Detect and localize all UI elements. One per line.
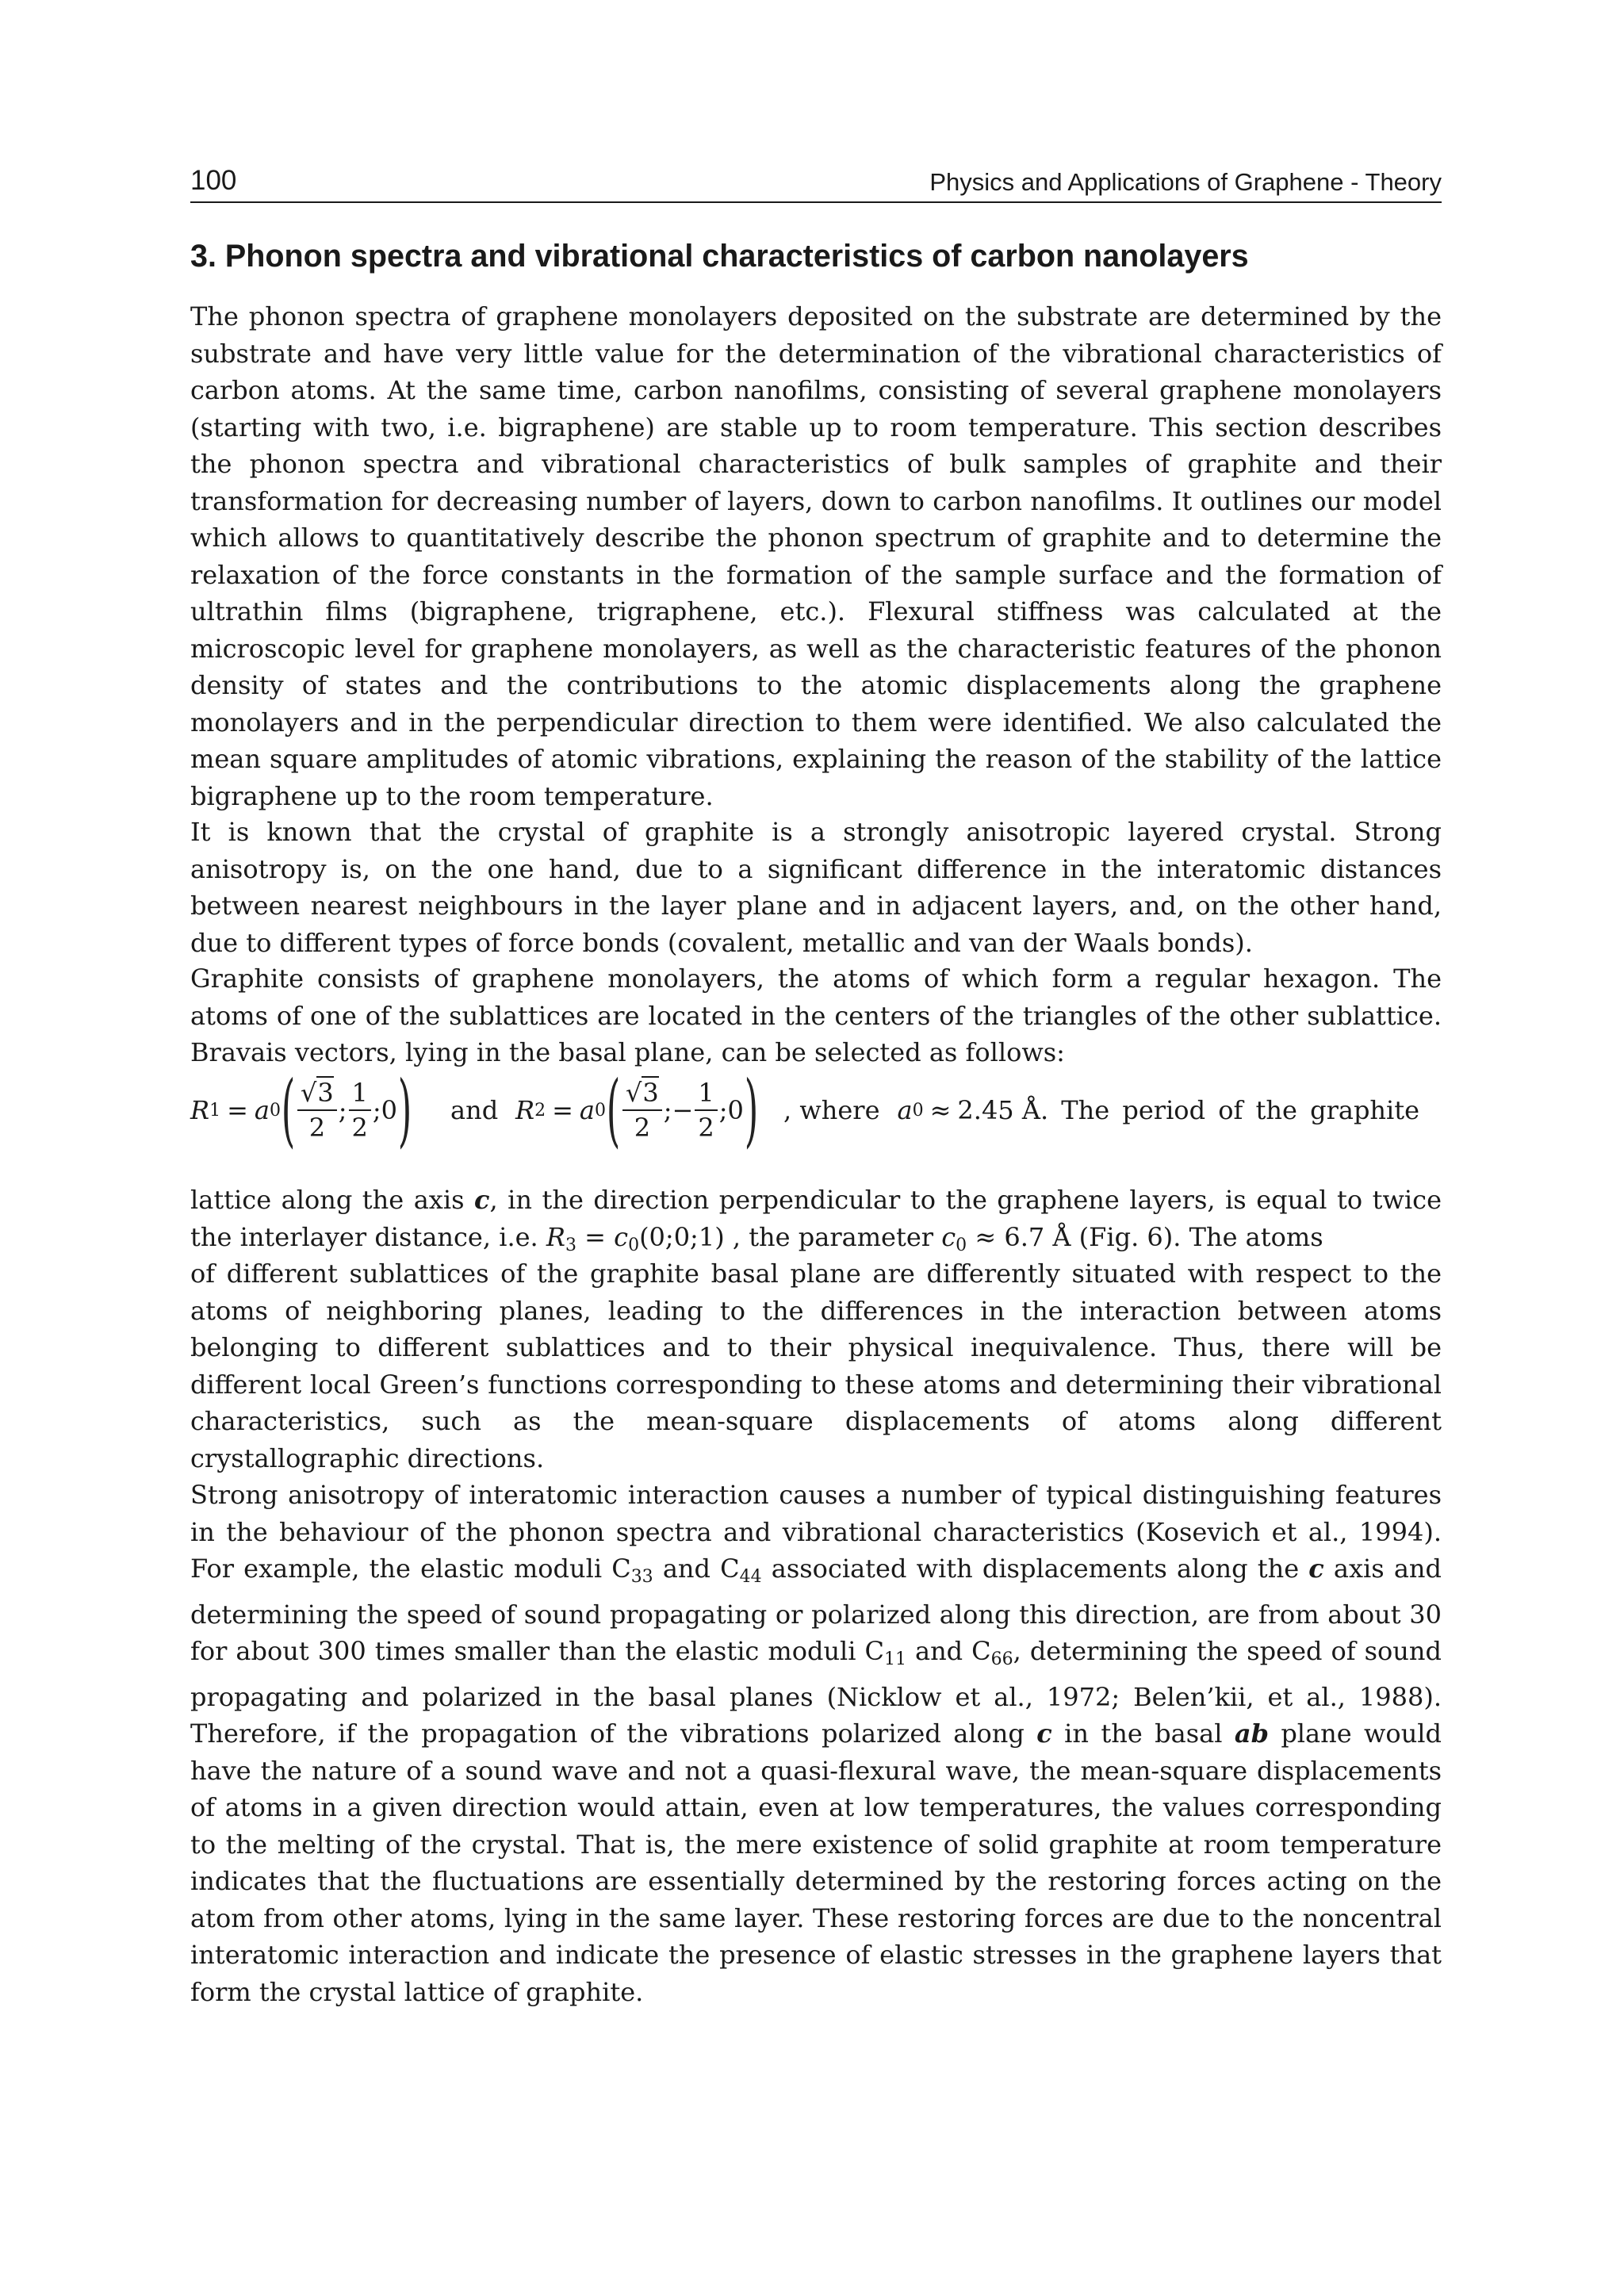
section-heading: 3. Phonon spectra and vibrational characteristics of carbon nanolayers bbox=[190, 239, 1249, 274]
bravais-vectors-formula bbox=[190, 1063, 1442, 1156]
paragraph-6: Strong anisotropy of interatomic interaction causes a number of typical distinguishing features in the behaviour of the phonon spectra and vibrational characteristics (Kosevich et al., 1994). For example, the elastic moduli $C_{33}$ and $C_{44}$ associated with displacements along the c axis and determining the speed of sound propagating or polarized along this direction, are from about 30 for about 300 times smaller than the elastic moduli $C_{11}$ and $C_{66}$, determining the speed of sound propagating and polarized in the basal planes (Nicklow et al., 1972; Belen’kii, et al., 1988). Therefore, if the propagation of the vibrations polarized along c in the basal ab plane would have the nature of a sound wave and not a quasi-flexural wave, the mean-square displacements of atoms in a given direction would attain, even at low temperatures, the values corresponding to the melting of the crystal. That is, the mere existence of solid graphite at room temperature indicates that the fluctuations are essentially determined by the restoring forces acting on the atom from other atoms, lying in the same layer. These restoring forces are due to the noncentral interatomic interaction and indicate the presence of elastic stresses in the graphene layers that form the crystal lattice of graphite. bbox=[190, 1480, 1442, 2007]
formula-where: , where a 0 ≈ 2.45 Å . The period of the graphite bbox=[783, 1095, 1420, 1125]
page-header bbox=[190, 163, 1442, 203]
page-number: 100 bbox=[190, 165, 237, 196]
formula-r2: R 2 = a 0 ( $\frac{√3}{2}$ ;− $\frac{1}{2}$ ; 0 ) bbox=[515, 1063, 759, 1156]
paragraph-1: The phonon spectra of graphene monolayers deposited on the substrate are determined by the substrate and have very little value for the determination of the vibrational characteristics of carbon atoms. At the same time, carbon nanofilms, consisting of several graphene monolayers (starting with two, i.e. bigraphene) are stable up to room temperature. This section describes the phonon spectra and vibrational characteristics of bulk samples of graphite and their transformation for decreasing number of layers, down to carbon nanofilms. It outlines our model which allows to quantitatively describe the phonon spectrum of graphite and to determine the relaxation of the force constants in the formation of the sample surface and the formation of ultrathin films (bigraphene, trigraphene, etc.). Flexural stiffness was calculated at the microscopic level for graphene monolayers, as well as the characteristic features of the phonon density of states and the contributions to the atomic displacements along the graphene monolayers and in the perpendicular direction to them were identified. We also calculated the mean square amplitudes of atomic vibrations, explaining the reason of the stability of the lattice bigraphene up to the room temperature. bbox=[190, 301, 1442, 811]
paragraph-2: It is known that the crystal of graphite is a strongly anisotropic layered crystal. Strong anisotropy is, on the one hand, due to a significant difference in the interatomic distances between nearest neighbours in the layer plane and in adjacent layers, and, on the other hand, due to different types of force bonds (covalent, metallic and van der Waals bonds). bbox=[190, 817, 1442, 958]
formula-r1: R 1 = a 0 ( $\frac{√3}{2}$ ; $\frac{1}{2}$ ; 0 ) bbox=[190, 1063, 412, 1156]
paragraph-5: of different sublattices of the graphite basal plane are differently situated with respect to the atoms of neighboring planes, leading to the differences in the interaction between atoms belonging to different sublattices and to their physical inequivalence. Thus, there will be different local Green’s functions corresponding to these atoms and determining their vibrational characteristics, such as the mean-square displacements of atoms along different crystallographic directions. bbox=[190, 1259, 1442, 1473]
formula-and: and bbox=[450, 1095, 499, 1125]
running-title: Physics and Applications of Graphene - Theory bbox=[929, 168, 1442, 196]
paragraph-3: Graphite consists of graphene monolayers, the atoms of which form a regular hexagon. The atoms of one of the sublattices are located in the centers of the triangles of the other sublattice. Bravais vectors, lying in the basal plane, can be selected as follows: bbox=[190, 964, 1442, 1067]
paragraph-4: lattice along the axis c, in the direction perpendicular to the graphene layers, is equal to twice the interlayer distance, i.e. $R_3$ = $c_0(0;0;1)$ , the parameter $c_0 \approx 6.7$ Å (Fig. 6). The atoms bbox=[190, 1185, 1442, 1255]
